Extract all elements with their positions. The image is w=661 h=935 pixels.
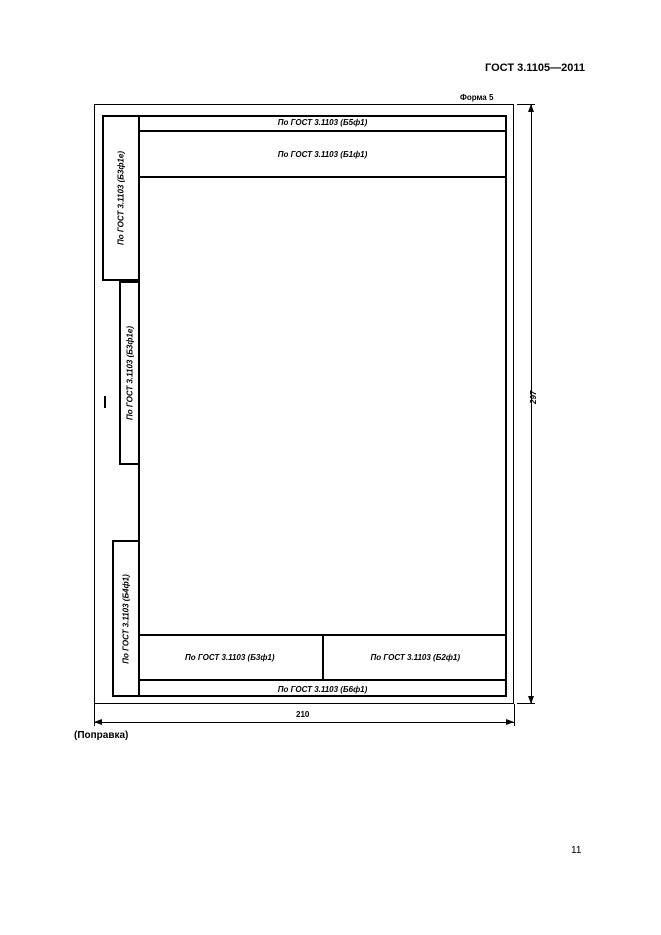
top-row-b1f1: По ГОСТ 3.1103 (Б1ф1) bbox=[138, 132, 507, 178]
side-block-lower-label: По ГОСТ 3.1103 (Б4ф1) bbox=[121, 573, 131, 664]
width-dim-tick-right bbox=[514, 704, 515, 726]
page-number: 11 bbox=[571, 845, 582, 856]
side-block-upper-label: По ГОСТ 3.1103 (Б3ф1е) bbox=[116, 151, 126, 245]
inner-frame bbox=[138, 115, 507, 697]
bottom-cells bbox=[138, 634, 507, 679]
top-row-b5f1: По ГОСТ 3.1103 (Б5ф1) bbox=[138, 115, 507, 132]
bottom-cell-b2f1: По ГОСТ 3.1103 (Б2ф1) bbox=[322, 636, 508, 679]
fold-mark bbox=[104, 396, 106, 408]
width-dimension-line bbox=[94, 722, 514, 723]
arrow-up-icon bbox=[528, 104, 534, 112]
arrow-down-icon bbox=[528, 696, 534, 704]
side-block-middle bbox=[119, 281, 138, 465]
arrow-left-icon bbox=[94, 719, 102, 725]
height-dimension-label: 297 bbox=[529, 390, 538, 404]
amendment-note: (Поправка) bbox=[74, 730, 129, 741]
height-dimension-line bbox=[531, 104, 532, 704]
bottom-row-b6f1: По ГОСТ 3.1103 (Б6ф1) bbox=[138, 679, 507, 697]
width-dimension-label: 210 bbox=[296, 710, 310, 719]
form-label: Форма 5 bbox=[460, 93, 494, 102]
standard-code: ГОСТ 3.1105—2011 bbox=[485, 62, 585, 74]
arrow-right-icon bbox=[506, 719, 514, 725]
side-block-lower bbox=[112, 540, 138, 697]
side-block-middle-label: По ГОСТ 3.1103 (Б3ф1е) bbox=[125, 326, 134, 420]
bottom-cell-b3f1: По ГОСТ 3.1103 (Б3ф1) bbox=[184, 653, 275, 662]
side-block-upper bbox=[102, 115, 138, 281]
